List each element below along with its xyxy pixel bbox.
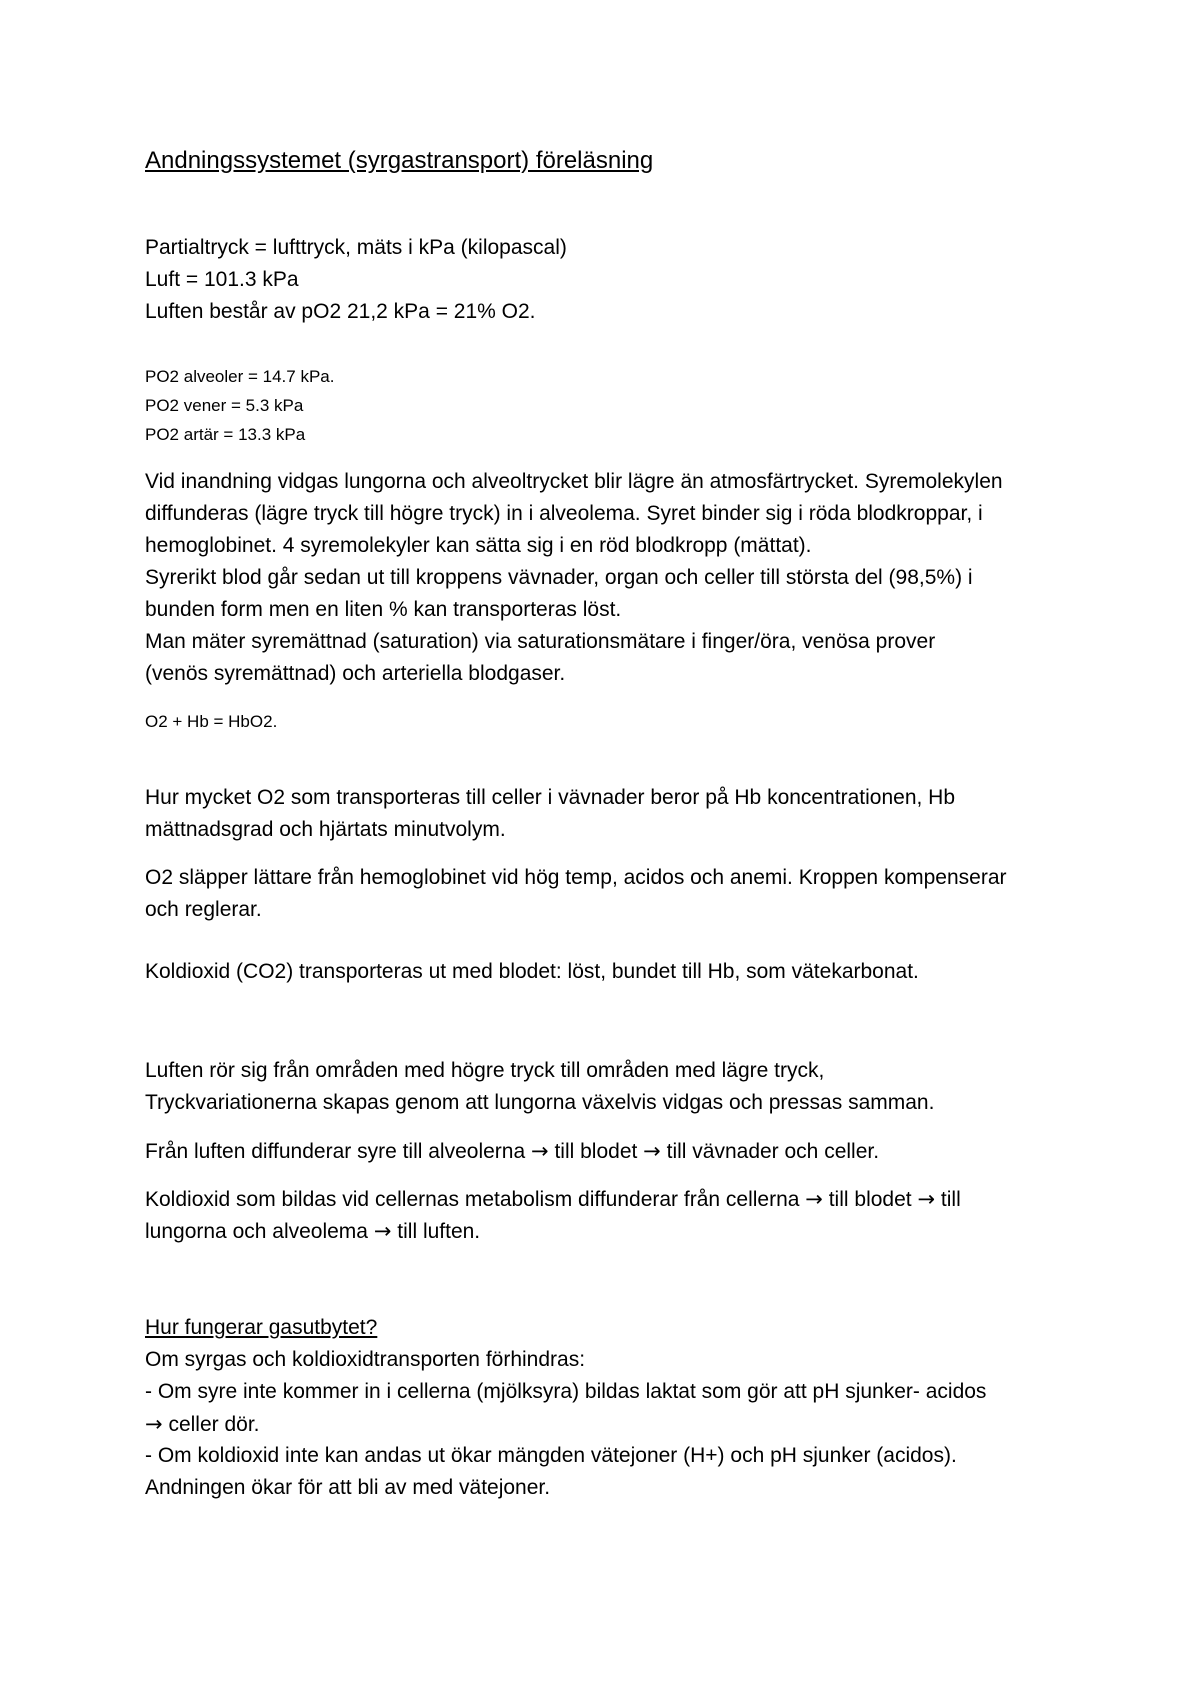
paragraph-5-line-1: Luften rör sig från områden med högre tryck till områden med lägre tryck,	[145, 1059, 825, 1082]
paragraph-4: Koldioxid (CO2) transporteras ut med blodet: löst, bundet till Hb, som vätekarbonat.	[145, 960, 919, 983]
co2-text-1: Koldioxid som bildas vid cellernas metabolism diffunderar från cellerna	[145, 1188, 806, 1211]
intro-line-3: Luften består av pO2 21,2 kPa = 21% O2.	[145, 300, 536, 323]
paragraph-1-line-7: (venös syremättnad) och arteriella blodgaser.	[145, 662, 566, 685]
diffusion-text-2: till blodet	[548, 1140, 644, 1163]
paragraph-3-line-1: O2 släpper lättare från hemoglobinet vid hög temp, acidos och anemi. Kroppen kompenserar	[145, 866, 1007, 889]
co2-text-5: till luften.	[391, 1220, 481, 1243]
gas-line-2: - Om syre inte kommer in i cellerna (mjölksyra) bildas laktat som gör att pH sjunker- acidos	[145, 1380, 987, 1403]
gas-line-5: Andningen ökar för att bli av med vätejoner.	[145, 1476, 551, 1499]
co2-text-4: lungorna och alveolema	[145, 1220, 374, 1243]
intro-line-1: Partialtryck = lufttryck, mäts i kPa (kilopascal)	[145, 236, 567, 259]
arrow-icon: →	[373, 1219, 392, 1243]
gas-line-3	[145, 1409, 260, 1440]
gas-exchange-heading: Hur fungerar gasutbytet?	[145, 1316, 378, 1339]
intro-line-2: Luft = 101.3 kPa	[145, 268, 299, 291]
paragraph-1-line-1: Vid inandning vidgas lungorna och alveoltrycket blir lägre än atmosfärtrycket. Syremolekylen	[145, 470, 1003, 493]
po2-vener: PO2 vener = 5.3 kPa	[145, 396, 304, 415]
po2-artar: PO2 artär = 13.3 kPa	[145, 425, 306, 444]
arrow-icon: →	[145, 1412, 163, 1436]
arrow-icon: →	[917, 1187, 936, 1211]
paragraph-1-line-4: Syrerikt blod går sedan ut till kroppens vävnader, organ och celler till största del (98,5%) i	[145, 566, 973, 589]
paragraph-3-line-2: och reglerar.	[145, 898, 262, 921]
paragraph-1-line-6: Man mäter syremättnad (saturation) via saturationsmätare i finger/öra, venösa prover	[145, 630, 936, 653]
document-title: Andningssystemet (syrgastransport) föreläsning	[145, 147, 654, 174]
paragraph-2-line-2: mättnadsgrad och hjärtats minutvolym.	[145, 818, 506, 841]
paragraph-1-line-3: hemoglobinet. 4 syremolekyler kan sätta sig i en röd blodkropp (mättat).	[145, 534, 812, 557]
co2-text-3: till	[935, 1188, 961, 1211]
arrow-icon: →	[805, 1187, 823, 1211]
gas-line-3-text: celler dör.	[162, 1413, 260, 1436]
co2-path-line-1	[145, 1184, 961, 1215]
diffusion-line	[145, 1136, 879, 1167]
paragraph-5-line-2: Tryckvariationerna skapas genom att lungorna växelvis vidgas och pressas samman.	[145, 1091, 935, 1114]
po2-alveoler: PO2 alveoler = 14.7 kPa.	[145, 367, 335, 386]
arrow-icon: →	[531, 1139, 549, 1163]
formula: O2 + Hb = HbO2.	[145, 712, 278, 731]
co2-path-line-2	[145, 1216, 480, 1247]
paragraph-1-line-5: bunden form men en liten % kan transporteras löst.	[145, 598, 622, 621]
gas-line-1: Om syrgas och koldioxidtransporten förhindras:	[145, 1348, 586, 1371]
paragraph-1-line-2: diffunderas (lägre tryck till högre tryck) in i alveolema. Syret binder sig i röda blodkroppar, i	[145, 502, 983, 525]
paragraph-2-line-1: Hur mycket O2 som transporteras till celler i vävnader beror på Hb koncentrationen, Hb	[145, 786, 956, 809]
co2-text-2: till blodet	[822, 1188, 918, 1211]
diffusion-text-3: till vävnader och celler.	[660, 1140, 880, 1163]
arrow-icon: →	[643, 1139, 661, 1163]
diffusion-text-1: Från luften diffunderar syre till alveolerna	[145, 1140, 526, 1163]
gas-line-4: - Om koldioxid inte kan andas ut ökar mängden vätejoner (H+) och pH sjunker (acidos).	[145, 1444, 957, 1467]
